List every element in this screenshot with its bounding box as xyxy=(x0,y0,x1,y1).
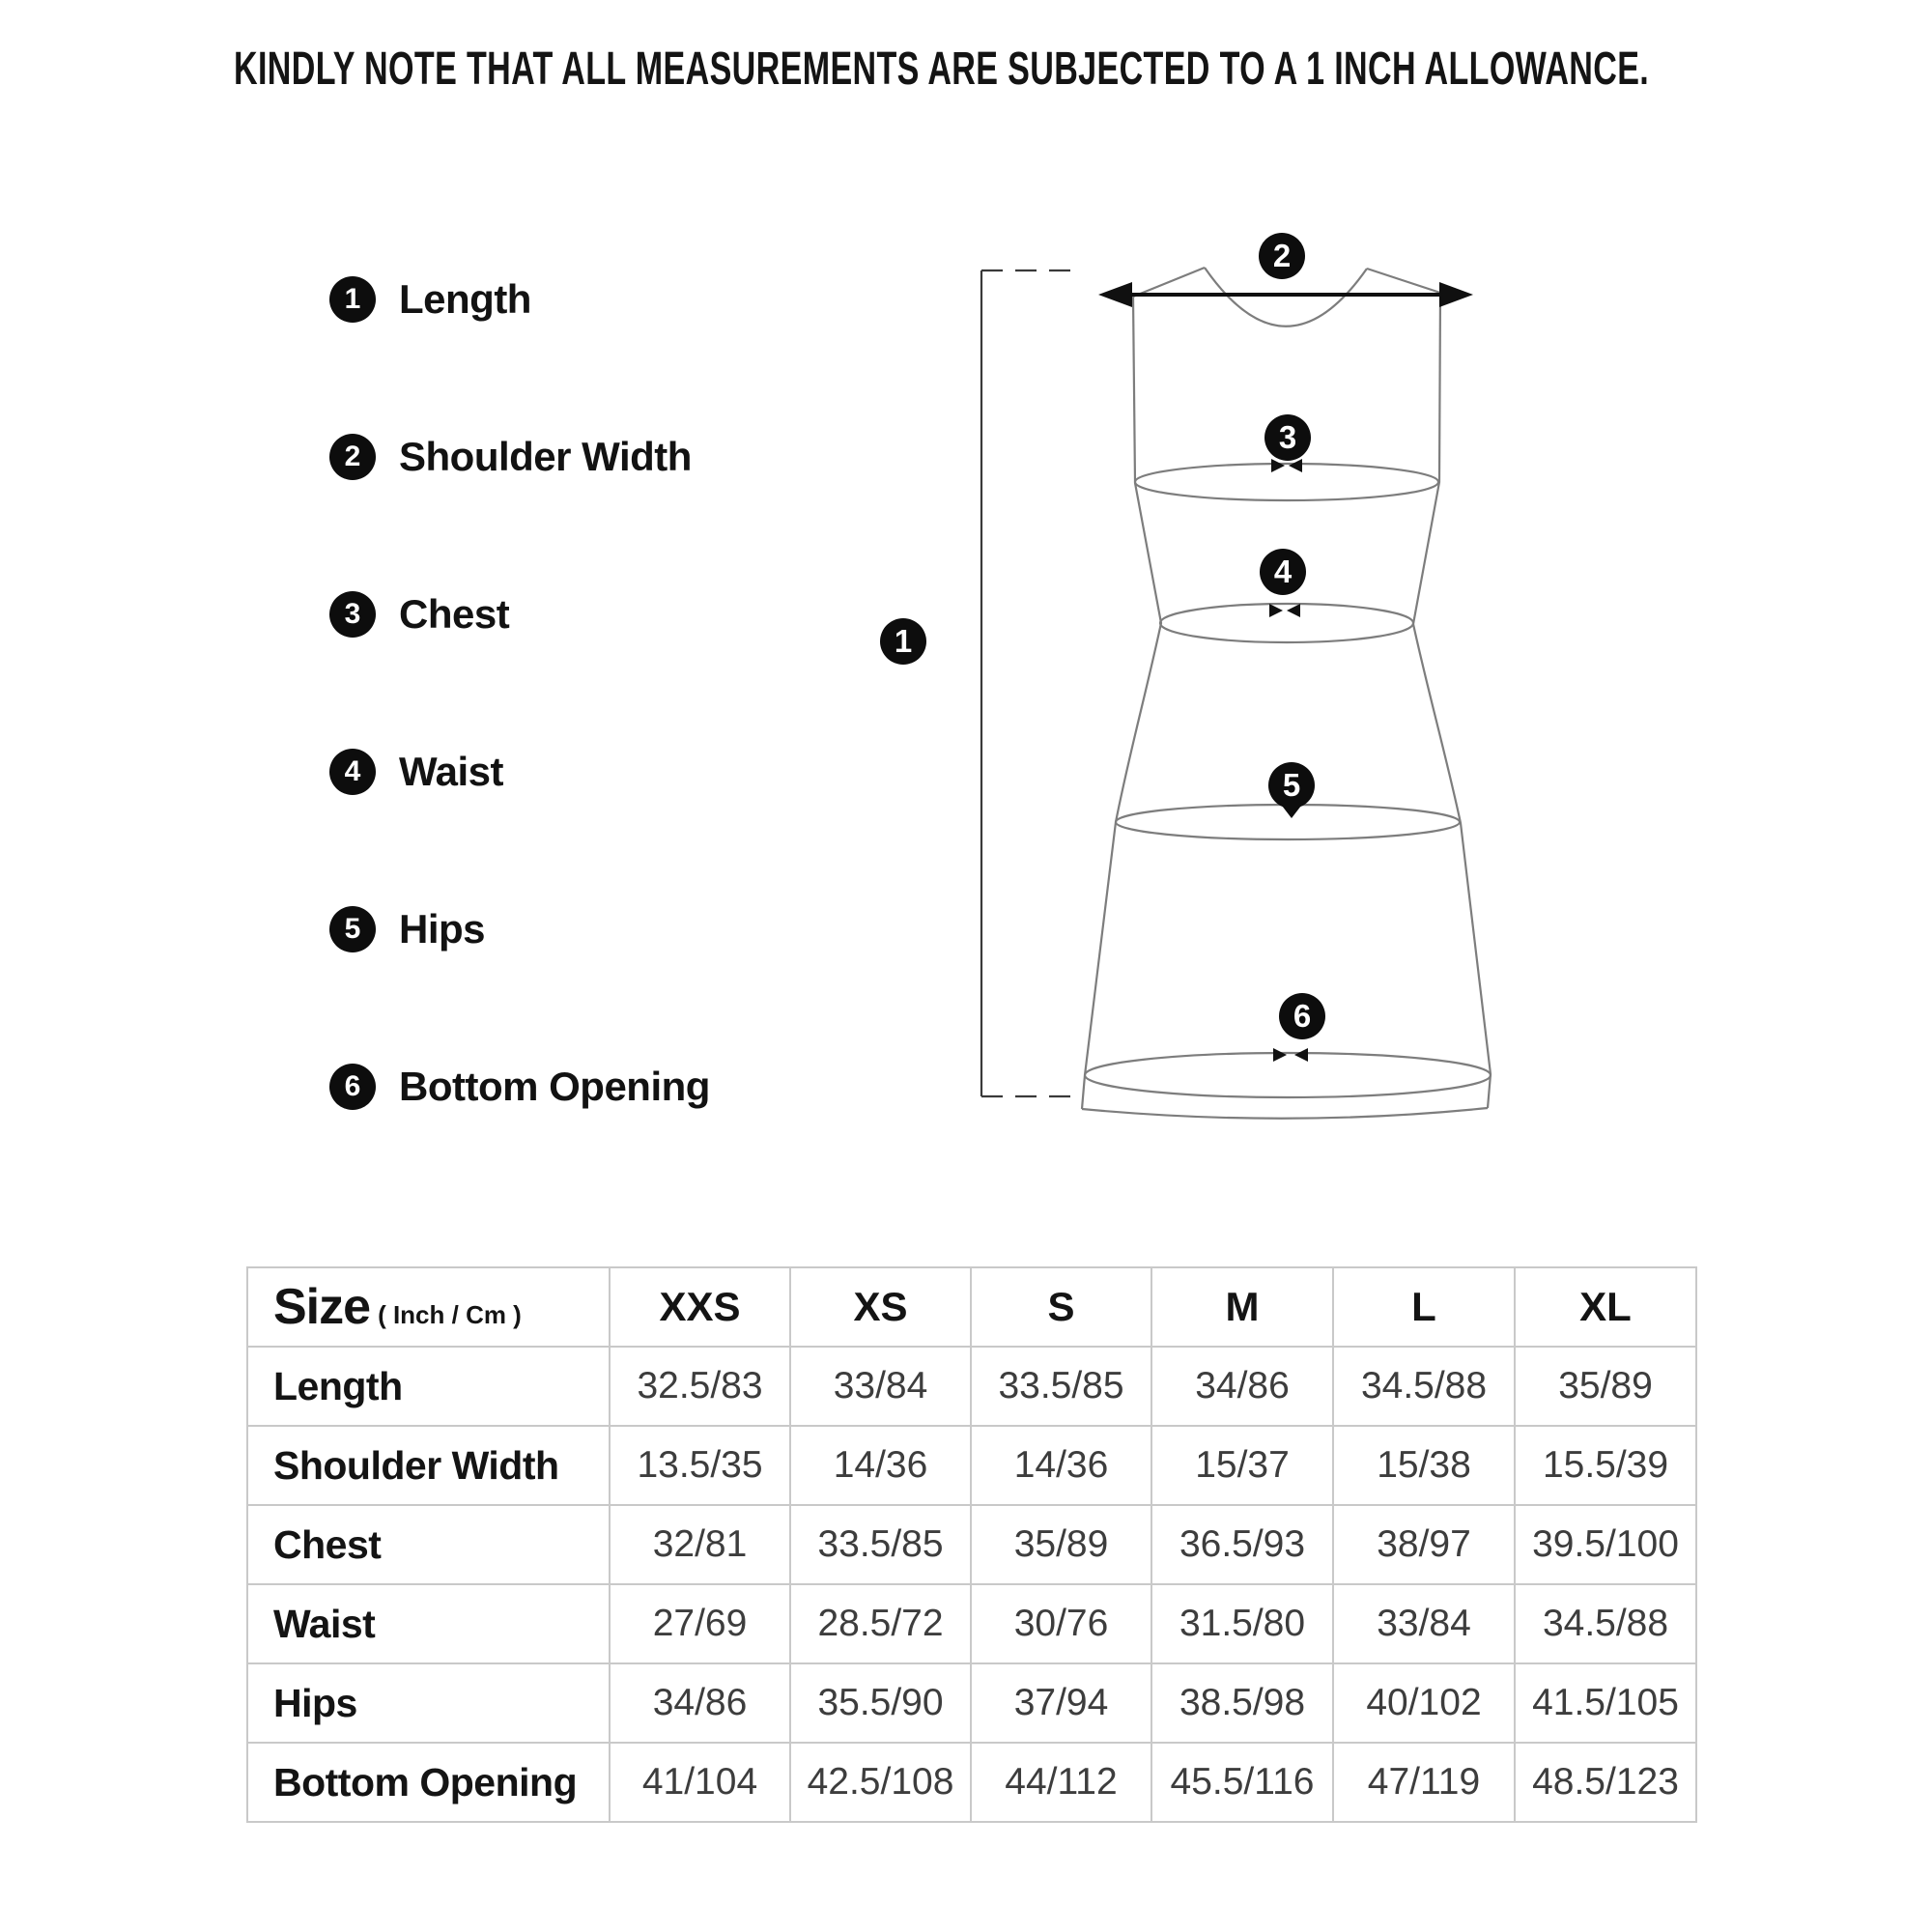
dress-measurement-diagram xyxy=(850,222,1526,1150)
row-label: Shoulder Width xyxy=(247,1426,610,1505)
legend-label-bottom-opening: Bottom Opening xyxy=(399,1064,710,1109)
cell-value: 33/84 xyxy=(790,1347,971,1426)
cell-value: 34.5/88 xyxy=(1333,1347,1515,1426)
row-label: Bottom Opening xyxy=(247,1743,610,1822)
svg-text:1: 1 xyxy=(894,623,913,659)
size-label: Size xyxy=(273,1279,371,1335)
legend-label-waist: Waist xyxy=(399,749,503,794)
converging-arrows-chest-icon xyxy=(1271,459,1302,472)
measurement-badge-4 xyxy=(1260,549,1306,595)
cell-value: 13.5/35 xyxy=(610,1426,790,1505)
row-label: Hips xyxy=(247,1663,610,1743)
legend-item-shoulder-width xyxy=(329,434,692,480)
cell-value: 37/94 xyxy=(971,1663,1151,1743)
badge-tail-icon xyxy=(1282,806,1301,818)
chest-ellipse xyxy=(1135,464,1438,500)
legend-badge-number: 4 xyxy=(344,755,361,787)
cell-value: 45.5/116 xyxy=(1151,1743,1333,1822)
cell-value: 35.5/90 xyxy=(790,1663,971,1743)
legend-badge-5 xyxy=(329,906,376,952)
allowance-note: KINDLY NOTE THAT ALL MEASUREMENTS ARE SUBJECTED TO A 1 INCH ALLOWANCE. xyxy=(234,43,1650,95)
cell-value: 33.5/85 xyxy=(971,1347,1151,1426)
converging-arrows-waist-icon xyxy=(1269,604,1300,617)
legend-badge-6 xyxy=(329,1064,376,1110)
col-header-l: L xyxy=(1333,1267,1515,1347)
row-label: Chest xyxy=(247,1505,610,1584)
arrowhead-left-icon xyxy=(1098,282,1132,307)
cell-value: 33/84 xyxy=(1333,1584,1515,1663)
col-header-s: S xyxy=(971,1267,1151,1347)
cell-value: 33.5/85 xyxy=(790,1505,971,1584)
size-header-cell xyxy=(247,1267,610,1347)
cell-value: 27/69 xyxy=(610,1584,790,1663)
converging-arrows-bottom-icon xyxy=(1273,1048,1308,1062)
svg-text:2: 2 xyxy=(1272,238,1292,273)
legend-label-shoulder-width: Shoulder Width xyxy=(399,434,692,479)
legend-badge-number: 5 xyxy=(344,913,361,945)
cell-value: 36.5/93 xyxy=(1151,1505,1333,1584)
cell-value: 42.5/108 xyxy=(790,1743,971,1822)
cell-value: 34/86 xyxy=(610,1663,790,1743)
svg-text:4: 4 xyxy=(1273,554,1293,589)
legend-badge-4 xyxy=(329,749,376,795)
col-header-m: M xyxy=(1151,1267,1333,1347)
cell-value: 15.5/39 xyxy=(1515,1426,1696,1505)
table-row-bottom-opening xyxy=(247,1743,1696,1822)
row-label: Waist xyxy=(247,1584,610,1663)
measurement-badge-5 xyxy=(1268,762,1315,818)
cell-value: 35/89 xyxy=(1515,1347,1696,1426)
legend-badge-number: 2 xyxy=(344,440,361,472)
cell-value: 28.5/72 xyxy=(790,1584,971,1663)
col-header-xs: XS xyxy=(790,1267,971,1347)
table-header-row xyxy=(247,1267,1696,1347)
col-header-xl: XL xyxy=(1515,1267,1696,1347)
cell-value: 40/102 xyxy=(1333,1663,1515,1743)
legend-badge-number: 6 xyxy=(344,1070,361,1102)
cell-value: 44/112 xyxy=(971,1743,1151,1822)
cell-value: 32/81 xyxy=(610,1505,790,1584)
cell-value: 15/37 xyxy=(1151,1426,1333,1505)
bottom-opening-ellipse xyxy=(1085,1053,1491,1097)
svg-text:3: 3 xyxy=(1278,419,1297,455)
unit-label: ( Inch / Cm ) xyxy=(378,1300,522,1329)
cell-value: 15/38 xyxy=(1333,1426,1515,1505)
cell-value: 38.5/98 xyxy=(1151,1663,1333,1743)
hem-line xyxy=(1082,1108,1488,1119)
cell-value: 39.5/100 xyxy=(1515,1505,1696,1584)
legend-item-hips xyxy=(329,906,485,952)
table-row-length xyxy=(247,1347,1696,1426)
measurement-badge-3 xyxy=(1264,414,1311,461)
table-row-hips xyxy=(247,1663,1696,1743)
waist-ellipse xyxy=(1160,604,1413,642)
cell-value: 35/89 xyxy=(971,1505,1151,1584)
cell-value: 41/104 xyxy=(610,1743,790,1822)
table-row-waist xyxy=(247,1584,1696,1663)
legend-badge-3 xyxy=(329,591,376,638)
legend-label-hips: Hips xyxy=(399,906,486,952)
length-measure-line xyxy=(981,270,1070,1096)
legend-badge-2 xyxy=(329,434,376,480)
cell-value: 48.5/123 xyxy=(1515,1743,1696,1822)
legend-label-chest: Chest xyxy=(399,591,510,637)
col-header-xxs: XXS xyxy=(610,1267,790,1347)
svg-text:5: 5 xyxy=(1282,767,1301,803)
arrowhead-right-icon xyxy=(1439,282,1473,307)
size-table xyxy=(246,1266,1697,1823)
cell-value: 14/36 xyxy=(790,1426,971,1505)
legend-item-chest xyxy=(329,591,509,638)
legend-badge-1 xyxy=(329,276,376,323)
measurement-badge-2 xyxy=(1259,233,1305,279)
cell-value: 38/97 xyxy=(1333,1505,1515,1584)
cell-value: 41.5/105 xyxy=(1515,1663,1696,1743)
legend-item-waist xyxy=(329,749,503,795)
legend-item-length xyxy=(329,276,531,323)
cell-value: 14/36 xyxy=(971,1426,1151,1505)
row-label: Length xyxy=(247,1347,610,1426)
dress-outline xyxy=(1082,268,1491,1119)
legend-label-length: Length xyxy=(399,276,531,322)
legend-badge-number: 3 xyxy=(344,598,361,630)
cell-value: 31.5/80 xyxy=(1151,1584,1333,1663)
table-row-shoulder-width xyxy=(247,1426,1696,1505)
table-row-chest xyxy=(247,1505,1696,1584)
cell-value: 47/119 xyxy=(1333,1743,1515,1822)
cell-value: 34.5/88 xyxy=(1515,1584,1696,1663)
cell-value: 30/76 xyxy=(971,1584,1151,1663)
cell-value: 34/86 xyxy=(1151,1347,1333,1426)
legend-badge-number: 1 xyxy=(344,283,361,315)
svg-text:6: 6 xyxy=(1293,998,1312,1034)
measurement-badge-1 xyxy=(880,618,926,665)
legend-item-bottom-opening xyxy=(329,1064,710,1110)
measurement-badge-6 xyxy=(1279,993,1325,1039)
cell-value: 32.5/83 xyxy=(610,1347,790,1426)
